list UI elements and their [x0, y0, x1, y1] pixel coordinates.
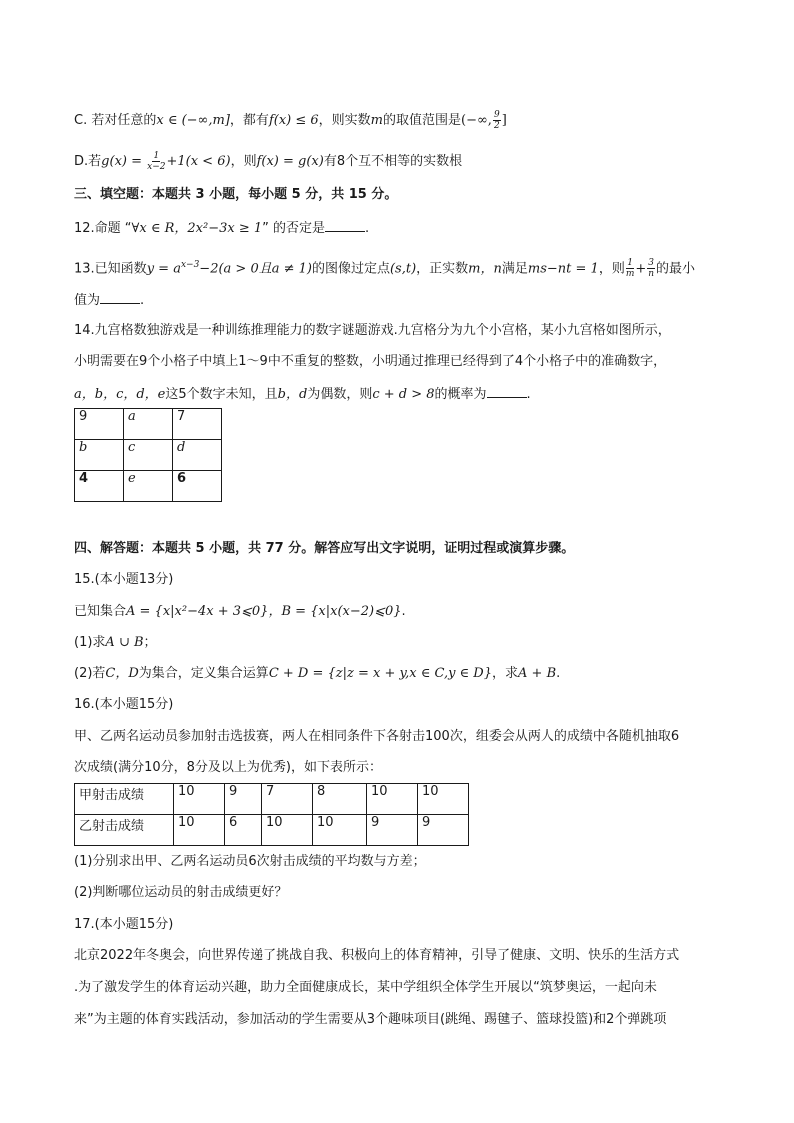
question-16-part1: (1)分别求出甲、乙两名运动员6次射击成绩的平均数与方差； — [74, 854, 426, 869]
table-row — [75, 784, 469, 815]
question-15-given: 已知集合A = {x|x²−4x + 3⩽0}，B = {x|x(x−2)⩽0}. — [74, 604, 406, 619]
section-title-solutions: 四、解答题：本题共 5 小题，共 77 分。解答应写出文字说明，证明过程或演算步骤。 — [74, 541, 575, 556]
question-15-part2: (2)若C，D为集合，定义集合运算C + D = {z|z = x + y,x ∈ C,y ∈ D}，求A + B. — [74, 666, 561, 681]
question-14-line2: 小明需要在9个小格子中填上1～9中不重复的整数，小明通过推理已经得到了4个小格子中的准确数字， — [74, 354, 667, 369]
table-cell: 9 — [418, 815, 469, 846]
fraction-9-2: $\frac{9}{2}$ — [493, 110, 500, 131]
table-cell: 9 — [367, 815, 418, 846]
question-12: 12.命题 “∀x ∈ R，2x²−3x ≥ 1” 的否定是 . — [74, 221, 370, 236]
answer-blank[interactable] — [487, 385, 527, 398]
fraction-1-over-x-2: $\frac{1}{x-2}$ — [147, 151, 166, 172]
shooting-score-table — [74, 783, 469, 846]
table-cell: 10 — [174, 784, 225, 815]
row-label: 乙射击成绩 — [75, 815, 174, 846]
grid-cell: 9 — [75, 409, 124, 440]
grid-cell: a — [124, 409, 173, 440]
question-17-line1: 北京2022年冬奥会，向世界传递了挑战自我、积极向上的体育精神，引导了健康、文明、快乐的生活方式 — [74, 948, 680, 963]
table-cell: 6 — [225, 815, 262, 846]
grid-cell: 7 — [173, 409, 222, 440]
fraction-3-over-n: $\frac{3}{n}$ — [648, 258, 655, 280]
fraction-1-over-m: $\frac{1}{m}$ — [625, 258, 635, 280]
answer-blank[interactable] — [325, 219, 365, 232]
question-13-line2: 值为 . — [74, 293, 145, 308]
question-17-head: 17.(本小题15分) — [74, 917, 174, 932]
table-row — [75, 815, 469, 846]
question-16-head: 16.(本小题15分) — [74, 697, 174, 712]
table-cell: 10 — [174, 815, 225, 846]
question-16-line2: 次成绩(满分10分，8分及以上为优秀)，如下表所示： — [74, 760, 382, 775]
question-13: 13.已知函数$y = a^{x-3}-2(a > 0$且a ≠ 1)的图像过定点(s,t)，正实数m，n满足ms−nt = 1，则 $\frac{1}{m}$ + $\frac{3}{n}$ 的最小 — [74, 258, 696, 280]
question-14-line3: a，b，c，d，e这5个数字未知，且b，d为偶数，则c + d > 8的概率为 . — [74, 387, 531, 402]
row-label: 甲射击成绩 — [75, 784, 174, 815]
grid-cell: c — [124, 440, 173, 471]
question-16-part2: (2)判断哪位运动员的射击成绩更好？ — [74, 885, 288, 900]
table-cell: 10 — [262, 815, 313, 846]
table-cell: 9 — [225, 784, 262, 815]
table-cell: 8 — [313, 784, 367, 815]
question-15-head: 15.(本小题13分) — [74, 572, 174, 587]
grid-cell: b — [75, 440, 124, 471]
question-15-part1: (1)求A ∪ B； — [74, 635, 157, 650]
grid-cell: d — [173, 440, 222, 471]
option-c: C. 若对任意的x ∈ (−∞,m]，都有f(x) ≤ 6，则实数m的取值范围是(−∞, $\frac{9}{2}$ ] — [74, 110, 507, 131]
section-title-fill-in: 三、填空题：本题共 3 小题，每小题 5 分，共 15 分。 — [74, 187, 398, 202]
grid-cell: e — [124, 471, 173, 502]
question-14-line1: 14.九宫格数独游戏是一种训练推理能力的数字谜题游戏.九宫格分为九个小宫格，某小九宫格如图所示， — [74, 323, 671, 338]
table-cell: 7 — [262, 784, 313, 815]
table-cell: 10 — [367, 784, 418, 815]
question-17-line3: 来”为主题的体育实践活动，参加活动的学生需要从3个趣味项目(跳绳、踢毽子、篮球投篮)和2个弹跳项 — [74, 1012, 667, 1027]
question-17-line2: .为了激发学生的体育运动兴趣，助力全面健康成长，某中学组织全体学生开展以“筑梦奥运，一起向未 — [74, 980, 657, 995]
grid-cell: 6 — [173, 471, 222, 502]
sudoku-grid — [74, 408, 222, 502]
table-cell: 10 — [313, 815, 367, 846]
option-d: D.若g(x) = $\frac{1}{x-2}$ +1(x < 6)，则f(x) = g(x)有8个互不相等的实数根 — [74, 151, 463, 172]
question-16-line1: 甲、乙两名运动员参加射击选拔赛，两人在相同条件下各射击100次，组委会从两人的成绩中各随机抽取6 — [74, 729, 680, 744]
table-cell: 10 — [418, 784, 469, 815]
answer-blank[interactable] — [100, 291, 140, 304]
grid-cell: 4 — [75, 471, 124, 502]
